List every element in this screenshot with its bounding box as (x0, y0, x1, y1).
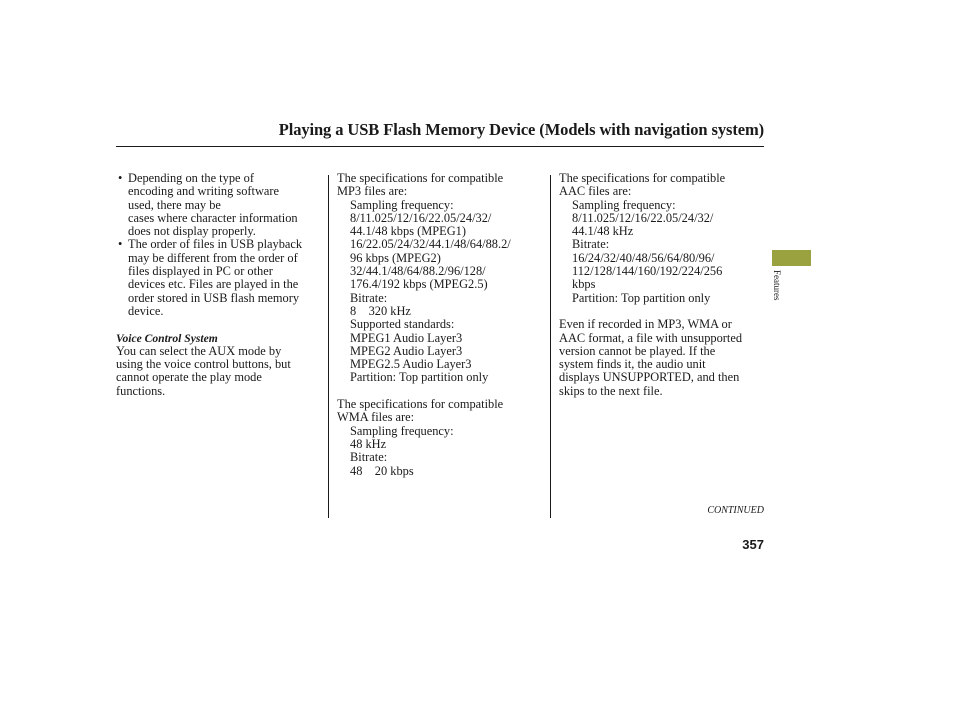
column-1 (116, 172, 321, 398)
wma-spec: Bitrate: (350, 450, 388, 465)
text-line: device. (128, 303, 164, 318)
wma-spec: 48 20 kbps (350, 463, 414, 478)
page-title: Playing a USB Flash Memory Device (Models with navigation system) (278, 120, 764, 139)
aac-spec: Partition: Top partition only (572, 290, 711, 305)
mp3-spec: Partition: Top partition only (350, 370, 489, 385)
mp3-spec: Sampling frequency: (350, 197, 454, 212)
text-line: Depending on the type of (128, 171, 254, 185)
mp3-spec: 8/11.025/12/16/22.05/24/32/ (350, 210, 492, 225)
aac-intro: The specifications for compatible (559, 171, 726, 185)
text-line: The order of files in USB playback (128, 237, 303, 252)
voice-control-subheading: Voice Control System (116, 331, 218, 345)
text-line: system finds it, the audio unit (559, 357, 706, 372)
mp3-spec: MPEG2.5 Audio Layer3 (350, 357, 472, 372)
mp3-spec: 176.4/192 kbps (MPEG2.5) (350, 277, 488, 292)
mp3-spec: 32/44.1/48/64/88.2/96/128/ (350, 264, 486, 279)
mp3-spec: 96 kbps (MPEG2) (350, 250, 441, 265)
aac-intro: AAC files are: (559, 184, 632, 199)
text-line: version cannot be played. If the (559, 343, 716, 358)
wma-spec: 48 kHz (350, 436, 387, 451)
mp3-spec: MPEG1 Audio Layer3 (350, 330, 463, 345)
column-divider-2 (550, 175, 551, 518)
mp3-intro: MP3 files are: (337, 184, 408, 199)
bullet-dot: • (118, 237, 123, 252)
bullet-encoding (116, 172, 321, 238)
aac-spec: 112/128/144/160/192/224/256 (572, 264, 723, 279)
text-line: cases where character information (128, 210, 298, 225)
text-line: AAC format, a file with unsupported (559, 330, 743, 345)
bullet-dot: • (118, 171, 123, 185)
text-line: files displayed in PC or other (128, 264, 273, 279)
aac-spec: Sampling frequency: (572, 197, 676, 212)
section-tab-label: Features (772, 270, 782, 301)
wma-intro: The specifications for compatible (337, 397, 504, 412)
aac-spec: 44.1/48 kHz (572, 224, 634, 239)
mp3-spec: 44.1/48 kbps (MPEG1) (350, 224, 466, 239)
aac-spec: 8/11.025/12/16/22.05/24/32/ (572, 210, 714, 225)
text-line: used, there may be (128, 197, 221, 212)
text-line: using the voice control buttons, but (116, 357, 291, 372)
column-3 (559, 172, 764, 398)
wma-intro: WMA files are: (337, 410, 415, 425)
aac-spec: 16/24/32/40/48/56/64/80/96/ (572, 250, 715, 265)
aac-spec: kbps (572, 277, 596, 292)
mp3-spec: Bitrate: (350, 290, 388, 305)
page-number: 357 (742, 537, 764, 552)
column-divider-1 (328, 175, 329, 518)
title-rule (116, 146, 764, 147)
text-line: Even if recorded in MP3, WMA or (559, 317, 732, 332)
text-line: may be different from the order of (128, 250, 298, 265)
text-line: order stored in USB flash memory (128, 290, 300, 305)
text-line: devices etc. Files are played in the (128, 277, 299, 292)
mp3-intro: The specifications for compatible (337, 171, 504, 185)
aac-spec: Bitrate: (572, 237, 610, 252)
bullet-file-order (116, 238, 321, 318)
section-tab (772, 250, 811, 266)
continued-label: CONTINUED (707, 505, 764, 516)
mp3-spec: 8 320 kHz (350, 303, 411, 318)
text-line: functions. (116, 383, 166, 398)
mp3-spec: Supported standards: (350, 317, 455, 332)
text-line: displays UNSUPPORTED, and then (559, 370, 740, 385)
text-line: You can select the AUX mode by (116, 343, 282, 358)
text-line: encoding and writing software (128, 184, 280, 199)
column-2 (337, 172, 547, 478)
text-line: does not display properly. (128, 224, 256, 239)
text-line: cannot operate the play mode (116, 370, 262, 385)
mp3-spec: MPEG2 Audio Layer3 (350, 343, 463, 358)
text-line: skips to the next file. (559, 383, 663, 398)
wma-spec: Sampling frequency: (350, 423, 454, 438)
mp3-spec: 16/22.05/24/32/44.1/48/64/88.2/ (350, 237, 511, 252)
